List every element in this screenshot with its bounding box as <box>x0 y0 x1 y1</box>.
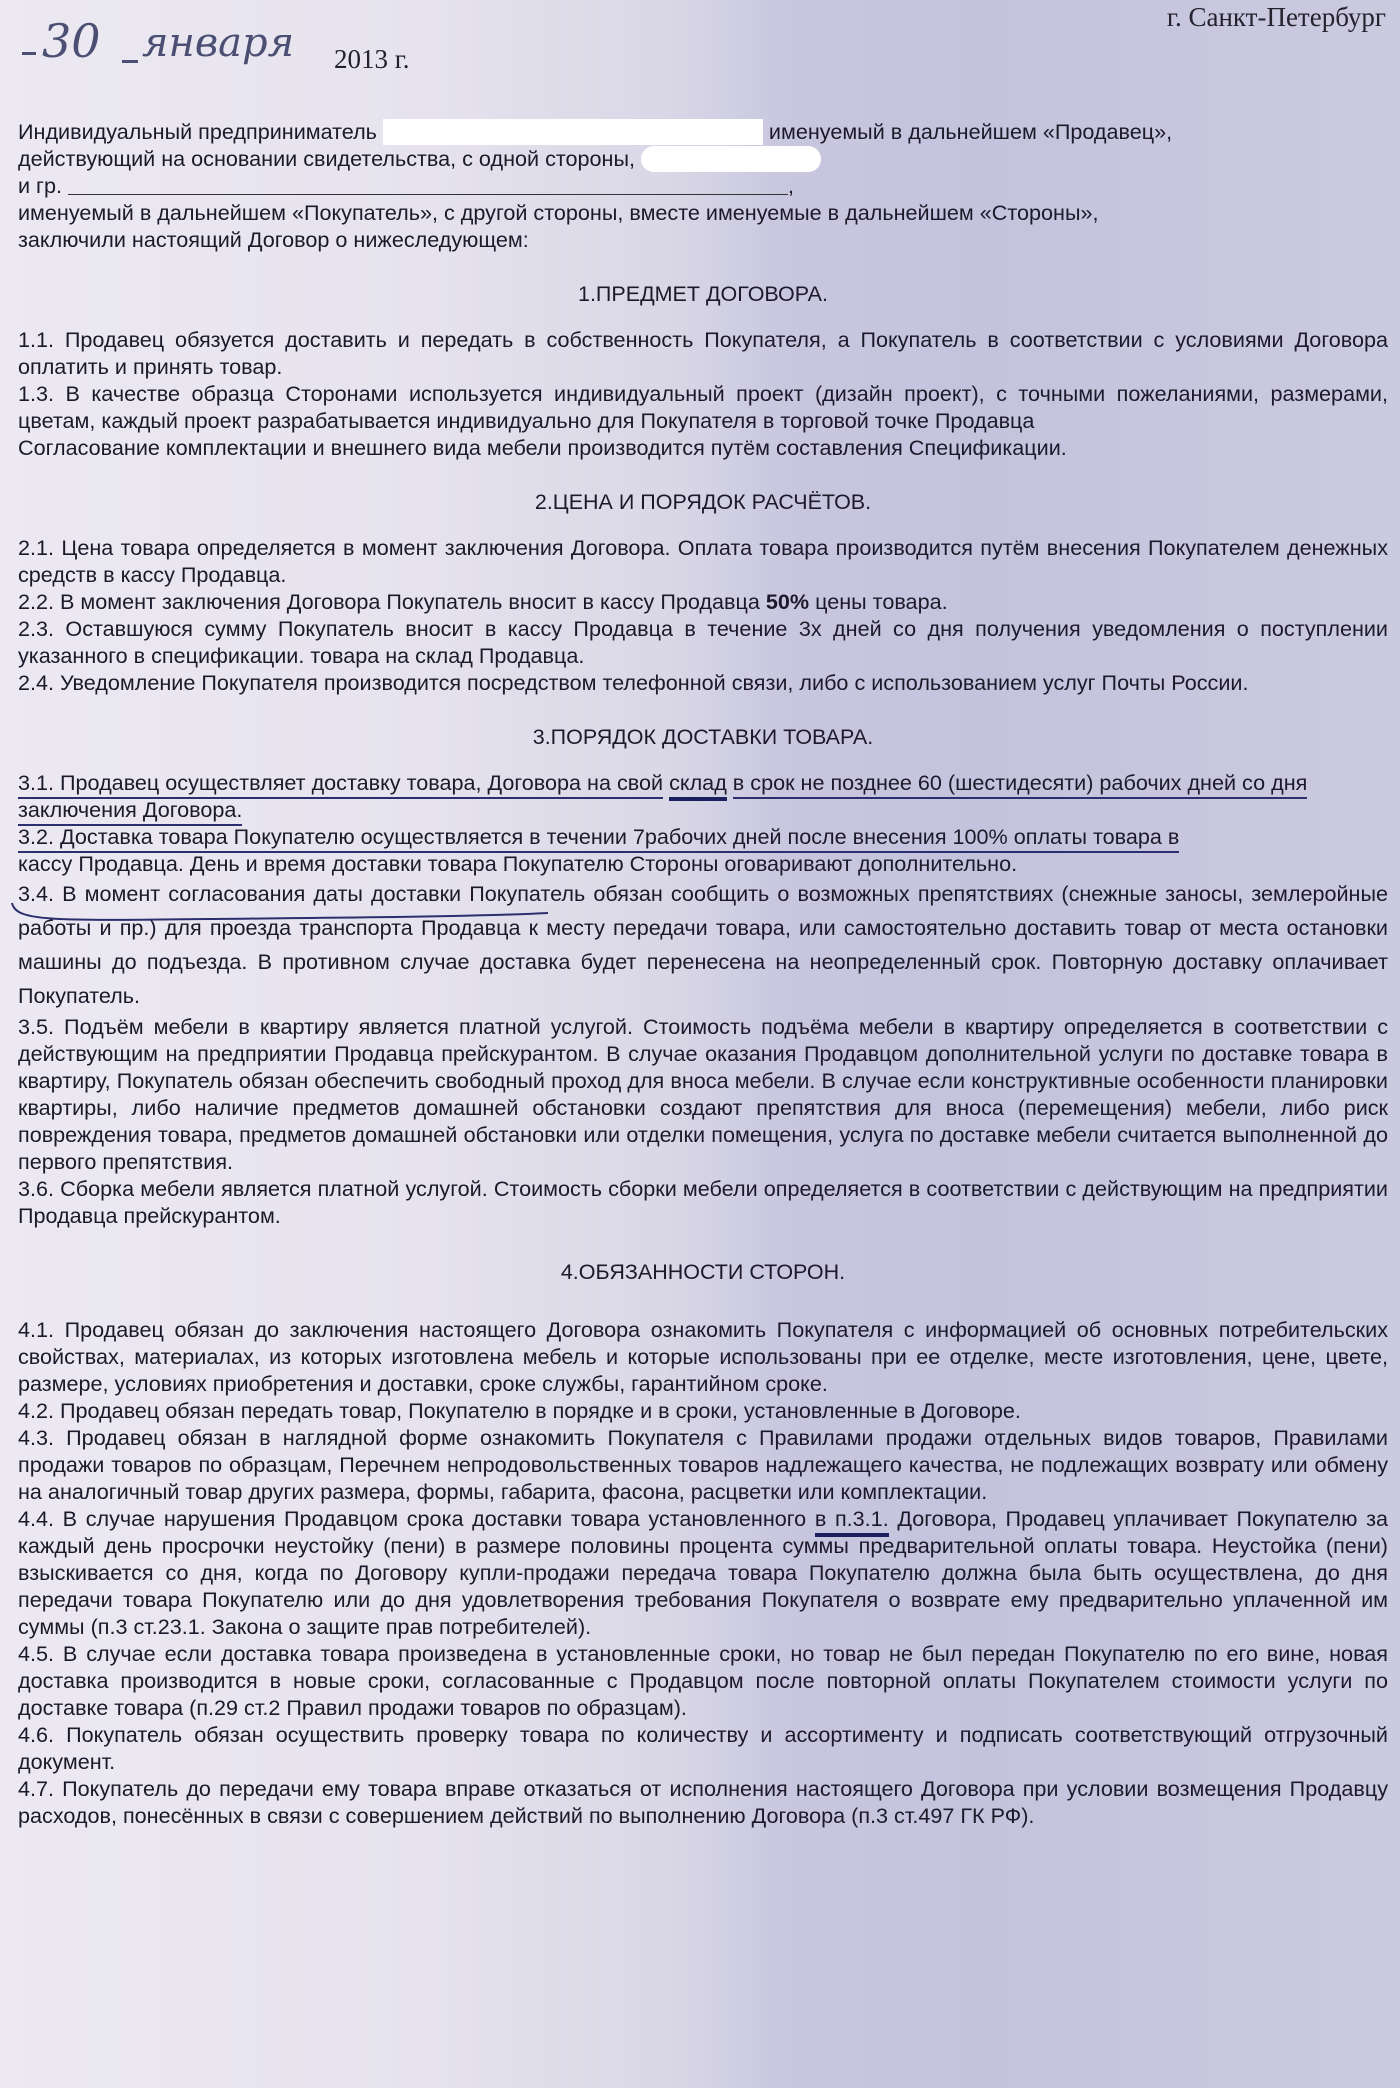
clause-1-3: 1.3. В качестве образца Сторонами используется индивидуальный проект (дизайн проект), с точными пожеланиями, размерами, цветам, каждый проект разрабатывается индивидуально для Покупателя в торговой точке Продавца <box>18 381 1388 433</box>
clause-3-5: 3.5. Подъём мебели в квартиру является платной услугой. Стоимость подъёма мебели в квартиру определяется в соответствии с действующим на предприятии Продавца прейскурантом. В случае оказания Продавцом дополнительной услуги по доставке товара в квартиру, Покупатель обязан обеспечить свободный проход для вноса мебели. В случае если конструктивные особенности планировки квартиры, либо наличие предметов домашней обстановки создают препятствия для вноса (перемещения) мебели, либо риск повреждения товара, предметов домашней обстановки или отделки помещения, услуга по доставке мебели считается выполненной до первого препятствия. <box>18 1014 1388 1174</box>
date-month-handwritten: января <box>142 20 295 66</box>
clause-4-1: 4.1. Продавец обязан до заключения настоящего Договора ознакомить Покупателя с информацией об основных потребительских свойствах, материалах, из которых изготовлена мебель и которые использованы при ее отделке, месте изготовления, цене, цвете, размере, условиях приобретения и доставки, сроке службы, гарантийном сроке. <box>18 1317 1388 1396</box>
clause-text: кассу Продавца. День и время доставки товара Покупателю Стороны оговаривают дополнительно. <box>18 851 1018 876</box>
clause-3-1 <box>18 769 1388 823</box>
clause-text-underlined: в срок не позднее 60 (шестидесяти) рабочих дней со дня заключения Договора. <box>18 770 1307 826</box>
clause-3-6: 3.6. Сборка мебели является платной услугой. Стоимость сборки мебели определяется в соответствии с действующим на предприятии Продавца прейскурантом. <box>18 1176 1388 1228</box>
intro-text: именуемый в дальнейшем «Продавец», <box>768 119 1173 144</box>
date-dash-mark <box>22 52 36 55</box>
prepayment-percent: 50% <box>765 589 810 614</box>
date-day-handwritten: 30 <box>42 14 101 68</box>
section-4-title: 4.ОБЯЗАННОСТИ СТОРОН. <box>560 1260 846 1284</box>
clause-4-7: 4.7. Покупатель до передачи ему товара вправе отказаться от исполнения настоящего Договора при условии возмещения Продавцу расходов, понесённых в связи с совершением действий по выполнению Договора (п.3 ст.497 ГК РФ). <box>18 1776 1388 1828</box>
section-2-title: 2.ЦЕНА И ПОРЯДОК РАСЧЁТОВ. <box>534 490 872 514</box>
intro-text: Индивидуальный предприниматель <box>18 119 377 144</box>
clause-2-3: 2.3. Оставшуюся сумму Покупатель вносит в кассу Продавца в течение 3х дней со дня получения уведомления о поступлении указанного в спецификации. товара на склад Продавца. <box>18 616 1388 668</box>
clause-3-4: 3.4. В момент согласования даты доставки Покупатель обязан сообщить о возможных препятствиях (снежные заносы, землеройные работы и пр.) для проезда транспорта Продавца к месту передачи товара, или самостоятельно доставить товар от места остановки машины до подъезда. В противном случае доставка будет перенесена на неопределенный срок. Повторную доставку оплачивает Покупатель. <box>18 881 1388 1008</box>
clause-text: цены товара. <box>815 589 948 614</box>
contract-body <box>18 118 1388 1829</box>
clause-4-6: 4.6. Покупатель обязан осуществить проверку товара по количеству и ассортименту и подписать соответствующий отгрузочный документ. <box>18 1722 1388 1774</box>
clause-1-spec: Согласование комплектации и внешнего вида мебели производится путём составления Спецификации. <box>18 435 1067 460</box>
city-label: г. Санкт-Петербург <box>1166 2 1386 32</box>
clause-4-3: 4.3. Продавец обязан в наглядной форме ознакомить Покупателя с Правилами продажи отдельных видов товаров, Правилами продажи товаров по образцам, Перечнем непродовольственных товаров надлежащего качества, не подлежащих возврату или обмену на аналогичный товар других размера, формы, габарита, фасона, расцветки или комплектации. <box>18 1425 1388 1504</box>
redaction-box <box>383 119 763 145</box>
intro-text: , <box>787 173 794 198</box>
section-1-title: 1.ПРЕДМЕТ ДОГОВОРА. <box>578 282 828 306</box>
clause-2-4: 2.4. Уведомление Покупателя производится посредством телефонной связи, либо с использованием услуг Почты России. <box>18 670 1249 695</box>
intro-line-4: именуемый в дальнейшем «Покупатель», с другой стороны, вместе именуемые в дальнейшем «Стороны», <box>18 200 1099 225</box>
clause-text-underlined: склад <box>669 770 727 801</box>
clause-3-2 <box>18 823 1388 877</box>
clause-4-2: 4.2. Продавец обязан передать товар, Покупателю в порядке и в сроки, установленные в Договоре. <box>18 1398 1021 1423</box>
clause-text-underlined: в п.3.1. <box>815 1506 889 1537</box>
clause-4-5: 4.5. В случае если доставка товара произведена в установленные сроки, но товар не был передан Покупателю по его вине, новая доставка производится в новые сроки, согласованные с Продавцом после повторной оплаты Покупателем стоимости услуги по доставке товара (п.29 ст.2 Правил продажи товаров по образцам). <box>18 1641 1388 1720</box>
intro-line-1 <box>18 118 1388 145</box>
clause-text-underlined: 3.1. Продавец осуществляет доставку товара, Договора на свой <box>18 770 663 799</box>
intro-text: действующий на основании свидетельства, с одной стороны, <box>18 146 635 171</box>
date-dash-mark <box>122 60 138 63</box>
clause-2-1: 2.1. Цена товара определяется в момент заключения Договора. Оплата товара производится путём внесения Покупателем денежных средств в кассу Продавца. <box>18 535 1388 587</box>
clause-text: 2.2. В момент заключения Договора Покупатель вносит в кассу Продавца <box>18 589 760 614</box>
name-blank-line <box>68 174 788 195</box>
clause-1-1: 1.1. Продавец обязуется доставить и передать в собственность Покупателя, а Покупатель в соответствии с условиями Договора оплатить и принять товар. <box>18 327 1388 379</box>
date-year: 2013 г. <box>334 44 410 74</box>
clause-text: 4.4. В случае нарушения Продавцом срока доставки товара установленного <box>18 1506 807 1531</box>
clause-4-4 <box>18 1505 1388 1640</box>
section-3-title: 3.ПОРЯДОК ДОСТАВКИ ТОВАРА. <box>532 725 874 749</box>
intro-line-3 <box>18 172 1388 199</box>
clause-text-underlined: 3.2. Доставка товара Покупателю осуществляется в течении 7рабочих дней после внесения 100% оплаты товара в <box>18 824 1179 853</box>
redaction-box <box>641 146 821 172</box>
clause-2-2 <box>18 588 1388 615</box>
intro-text: и гр. <box>18 173 62 198</box>
clause-text: Договора, Продавец уплачивает Покупателю за каждый день просрочки неустойку (пени) в размере половины процента суммы предварительной оплаты товара. Неустойка (пени) взыскивается со дня, когда по Договору купли-продажи передача товара Покупателю должна была быть осуществлена, до дня передачи товара Покупателю или до дня удовлетворения требования Покупателя о возврате ему предварительно уплаченной им суммы (п.3 ст.23.1. Закона о защите прав потребителей). <box>18 1506 1389 1639</box>
intro-line-5: заключили настоящий Договор о нижеследующем: <box>18 227 529 252</box>
intro-line-2 <box>18 145 1388 172</box>
contract-date <box>22 8 442 78</box>
